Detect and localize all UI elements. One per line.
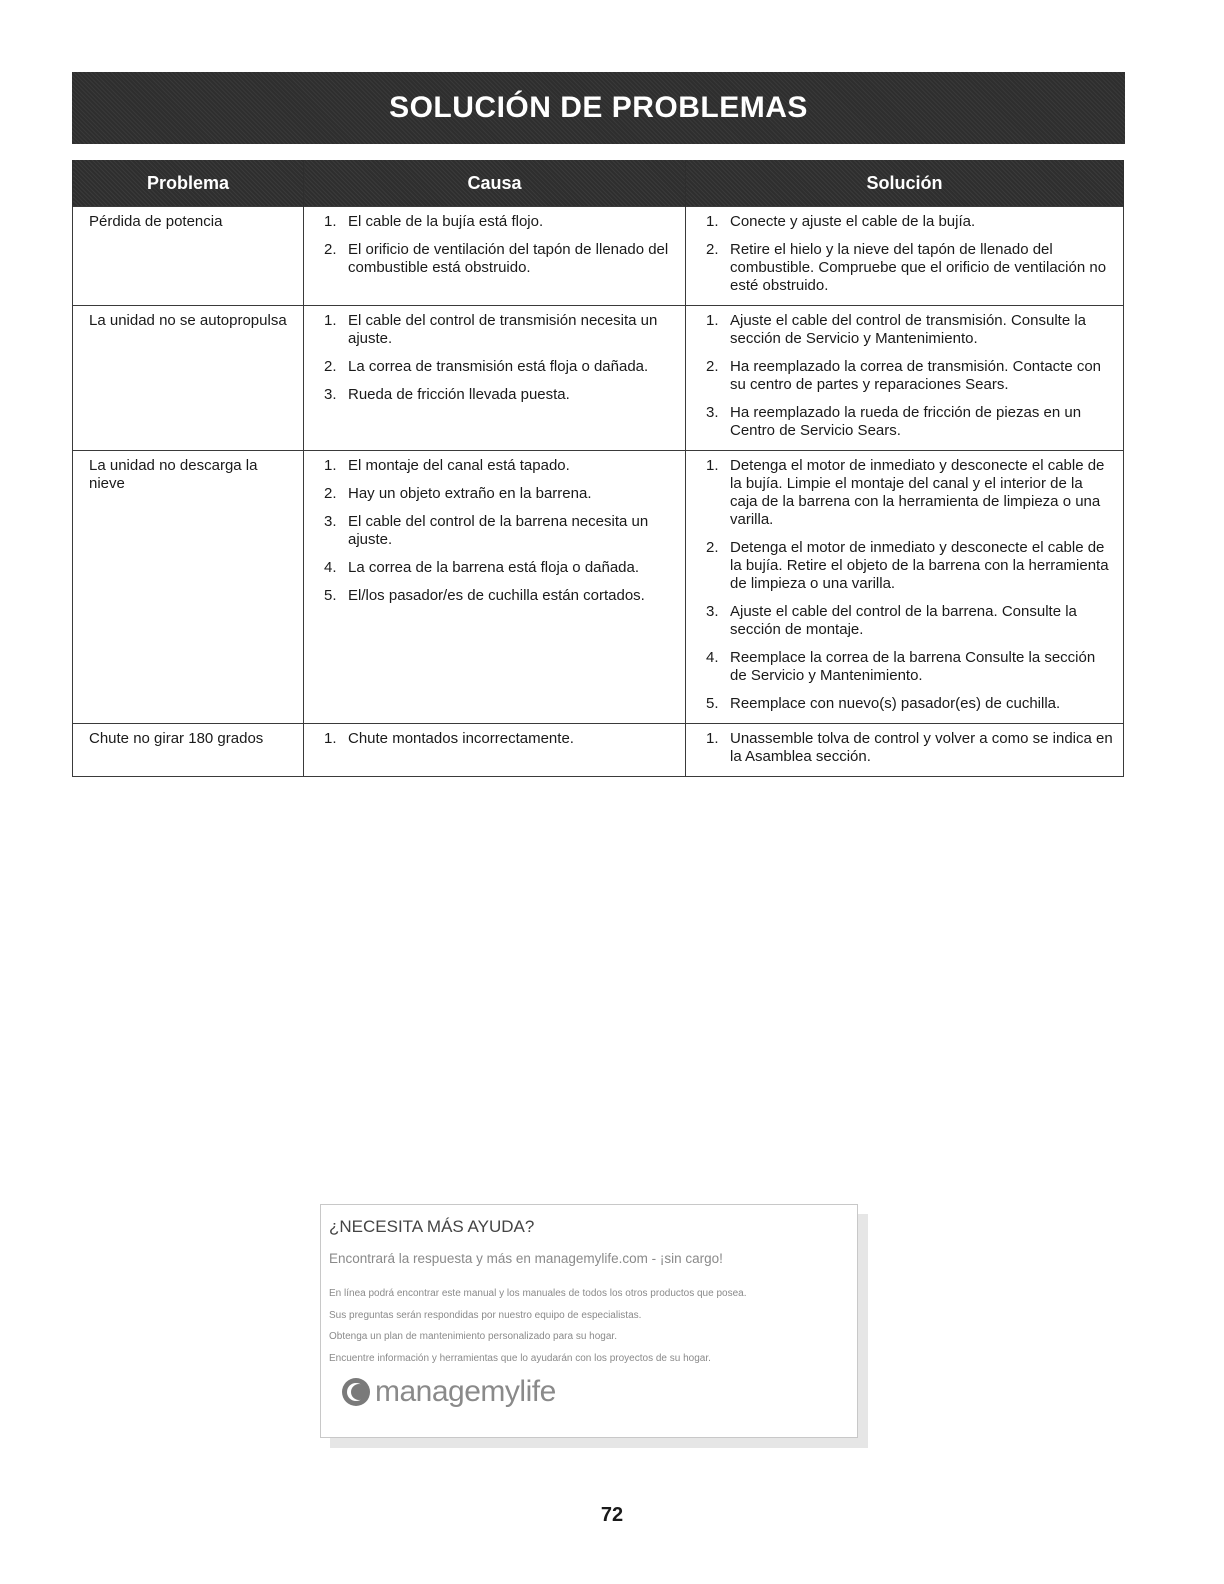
solution-item bbox=[706, 404, 1113, 440]
item-text: Ha reemplazado la correa de transmisión. Contacte con su centro de partes y reparaciones Sears. bbox=[730, 358, 1102, 393]
item-text: Conecte y ajuste el cable de la bujía. bbox=[730, 213, 976, 230]
item-number: 4. bbox=[324, 559, 337, 576]
cause-cell bbox=[304, 451, 686, 724]
item-number: 1. bbox=[706, 312, 719, 329]
page-number: 72 bbox=[600, 1504, 624, 1526]
item-text: El orificio de ventilación del tapón de llenado del combustible está obstruido. bbox=[348, 241, 669, 276]
table-row bbox=[73, 306, 1124, 451]
help-box bbox=[320, 1204, 858, 1438]
help-title: ¿NECESITA MÁS AYUDA? bbox=[329, 1217, 535, 1236]
item-number: 1. bbox=[324, 730, 337, 747]
item-number: 1. bbox=[324, 457, 337, 474]
item-text: Retire el hielo y la nieve del tapón de llenado del combustible. Compruebe que el orificio de ventilación no esté obstruido. bbox=[730, 241, 1107, 294]
item-text: La correa de la barrena está floja o dañada. bbox=[348, 559, 640, 576]
item-text: El cable del control de la barrena necesita un ajuste. bbox=[348, 513, 649, 548]
problem-cell: Chute no girar 180 grados bbox=[73, 724, 304, 777]
solution-cell bbox=[686, 207, 1124, 306]
item-text: Chute montados incorrectamente. bbox=[348, 730, 574, 747]
item-number: 1. bbox=[706, 457, 719, 474]
cause-item bbox=[324, 587, 675, 605]
troubleshooting-table bbox=[72, 160, 1124, 777]
help-line: Encuentre información y herramientas que lo ayudarán con los proyectos de su hogar. bbox=[329, 1352, 711, 1364]
cause-item bbox=[324, 386, 675, 404]
cause-cell bbox=[304, 724, 686, 777]
problem-cell: La unidad no se autopropulsa bbox=[73, 306, 304, 451]
column-header-cause: Causa bbox=[304, 160, 686, 207]
solution-item bbox=[706, 312, 1113, 348]
solution-item bbox=[706, 457, 1113, 529]
item-text: Detenga el motor de inmediato y desconecte el cable de la bujía. Limpie el montaje del canal y el interior de la caja de la barrena con la herramienta de limpieza o una varilla. bbox=[730, 457, 1105, 528]
cause-item bbox=[324, 213, 675, 231]
solution-item bbox=[706, 649, 1113, 685]
cause-item bbox=[324, 312, 675, 348]
item-number: 1. bbox=[706, 730, 719, 747]
item-number: 2. bbox=[706, 241, 719, 258]
item-text: Ha reemplazado la rueda de fricción de piezas en un Centro de Servicio Sears. bbox=[730, 404, 1082, 439]
item-text: La correa de transmisión está floja o dañada. bbox=[348, 358, 649, 375]
solution-item bbox=[706, 695, 1113, 713]
item-text: Detenga el motor de inmediato y desconecte el cable de la bujía. Retire el objeto de la barrena con la herramienta de limpieza o una varilla. bbox=[730, 539, 1109, 592]
solution-item bbox=[706, 539, 1113, 593]
solution-item bbox=[706, 358, 1113, 394]
problem-cell: Pérdida de potencia bbox=[73, 207, 304, 306]
cause-item bbox=[324, 485, 675, 503]
cause-item bbox=[324, 457, 675, 475]
table-header-row bbox=[73, 160, 1124, 207]
cause-cell bbox=[304, 207, 686, 306]
page-title: SOLUCIÓN DE PROBLEMAS bbox=[389, 91, 808, 124]
item-text: Hay un objeto extraño en la barrena. bbox=[348, 485, 592, 502]
page-banner bbox=[72, 72, 1125, 144]
logo-text: managemylife bbox=[375, 1375, 556, 1408]
item-text: Ajuste el cable del control de transmisión. Consulte la sección de Servicio y Mantenimiento. bbox=[730, 312, 1087, 347]
managemylife-logo bbox=[341, 1375, 556, 1409]
item-number: 3. bbox=[324, 386, 337, 403]
item-number: 2. bbox=[324, 358, 337, 375]
problem-cell: La unidad no descarga la nieve bbox=[73, 451, 304, 724]
item-number: 2. bbox=[324, 241, 337, 258]
solution-item bbox=[706, 603, 1113, 639]
item-number: 1. bbox=[706, 213, 719, 230]
item-text: Reemplace con nuevo(s) pasador(es) de cuchilla. bbox=[730, 695, 1061, 712]
item-number: 5. bbox=[706, 695, 719, 712]
solution-item bbox=[706, 213, 1113, 231]
table-row bbox=[73, 724, 1124, 777]
cause-item bbox=[324, 358, 675, 376]
cause-item bbox=[324, 559, 675, 577]
solution-cell bbox=[686, 451, 1124, 724]
item-number: 2. bbox=[324, 485, 337, 502]
solution-item bbox=[706, 730, 1113, 766]
item-number: 2. bbox=[706, 358, 719, 375]
cause-item bbox=[324, 513, 675, 549]
item-number: 4. bbox=[706, 649, 719, 666]
item-number: 2. bbox=[706, 539, 719, 556]
cause-item bbox=[324, 241, 675, 277]
item-text: El cable del control de transmisión necesita un ajuste. bbox=[348, 312, 658, 347]
item-number: 3. bbox=[324, 513, 337, 530]
cause-cell bbox=[304, 306, 686, 451]
item-number: 3. bbox=[706, 603, 719, 620]
cause-item bbox=[324, 730, 675, 748]
managemylife-logo-icon bbox=[341, 1377, 371, 1407]
item-number: 1. bbox=[324, 213, 337, 230]
help-line: Sus preguntas serán respondidas por nuestro equipo de especialistas. bbox=[329, 1309, 642, 1321]
item-number: 1. bbox=[324, 312, 337, 329]
item-number: 3. bbox=[706, 404, 719, 421]
help-subtitle: Encontrará la respuesta y más en managemylife.com - ¡sin cargo! bbox=[329, 1251, 723, 1266]
solution-cell bbox=[686, 724, 1124, 777]
column-header-solution: Solución bbox=[686, 160, 1124, 207]
table-row bbox=[73, 451, 1124, 724]
item-text: El montaje del canal está tapado. bbox=[348, 457, 570, 474]
solution-cell bbox=[686, 306, 1124, 451]
item-text: El cable de la bujía está flojo. bbox=[348, 213, 544, 230]
item-text: Ajuste el cable del control de la barrena. Consulte la sección de montaje. bbox=[730, 603, 1077, 638]
help-line: En línea podrá encontrar este manual y los manuales de todos los otros productos que posea. bbox=[329, 1288, 747, 1299]
item-text: Reemplace la correa de la barrena Consulte la sección de Servicio y Mantenimiento. bbox=[730, 649, 1096, 684]
item-text: Rueda de fricción llevada puesta. bbox=[348, 386, 570, 403]
item-text: Unassemble tolva de control y volver a como se indica en la Asamblea sección. bbox=[730, 730, 1113, 765]
column-header-problem: Problema bbox=[73, 160, 304, 207]
item-number: 5. bbox=[324, 587, 337, 604]
item-text: El/los pasador/es de cuchilla están cortados. bbox=[348, 587, 645, 604]
solution-item bbox=[706, 241, 1113, 295]
help-line: Obtenga un plan de mantenimiento personalizado para su hogar. bbox=[329, 1331, 617, 1342]
table-row bbox=[73, 207, 1124, 306]
